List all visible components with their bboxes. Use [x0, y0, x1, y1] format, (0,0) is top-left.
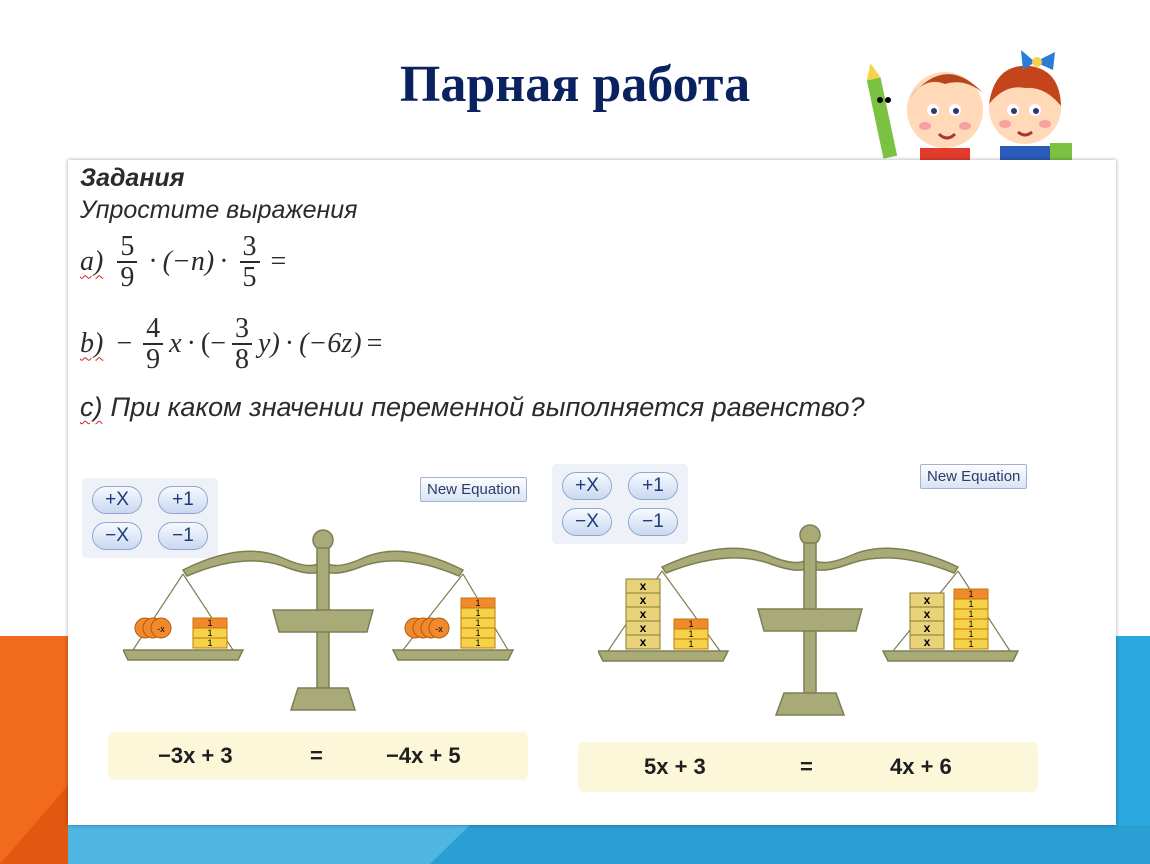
svg-text:1: 1	[475, 628, 481, 638]
equation-left: −3x + 3	[158, 743, 233, 768]
x-box-stack-right	[910, 593, 944, 649]
svg-text:1: 1	[207, 618, 213, 628]
svg-text:1: 1	[475, 598, 481, 608]
fraction: $\frac{3}{8}$	[232, 314, 252, 375]
fraction: $\frac{4}{9}$	[143, 314, 163, 375]
unit-stack-left	[193, 618, 227, 648]
svg-text:1: 1	[968, 629, 974, 639]
svg-text:1: 1	[688, 619, 694, 629]
svg-text:x: x	[639, 635, 647, 649]
svg-text:x: x	[923, 635, 931, 649]
svg-text:x: x	[923, 621, 931, 635]
task-item-b: b) − $\frac{4}{9}$ x · (− $\frac{3}{8}$ y) · (−6z) =	[80, 313, 383, 376]
x-box-stack-left	[626, 579, 660, 649]
equation-left: 5x + 3	[644, 754, 706, 779]
plus-x-button[interactable]: +X	[562, 472, 612, 500]
item-c-label: c)	[80, 392, 103, 422]
equation-equals: =	[310, 743, 323, 768]
balance-scale-1	[123, 520, 523, 725]
svg-text:1: 1	[968, 619, 974, 629]
svg-text:1: 1	[475, 608, 481, 618]
svg-text:1: 1	[968, 609, 974, 619]
minus-x-button[interactable]: −X	[92, 522, 142, 550]
svg-text:x: x	[923, 593, 931, 607]
equation-bar-1	[108, 732, 528, 780]
svg-text:1: 1	[968, 589, 974, 599]
svg-text:1: 1	[688, 639, 694, 649]
svg-text:x: x	[639, 593, 647, 607]
svg-text:1: 1	[968, 639, 974, 649]
balance-scale-2	[598, 515, 1023, 730]
svg-text:x: x	[639, 621, 647, 635]
equation-bar-2	[578, 742, 1038, 792]
svg-text:x: x	[639, 579, 647, 593]
task-item-a: a) $\frac{5}{9}$ · (−n) · $\frac{3}{5}$ =	[80, 231, 287, 294]
minus-x-button[interactable]: −X	[562, 508, 612, 536]
task-item-c	[80, 392, 865, 423]
plus-one-button[interactable]: +1	[628, 472, 678, 500]
new-equation-button[interactable]: New Equation	[420, 477, 527, 502]
new-equation-button[interactable]: New Equation	[920, 464, 1027, 489]
svg-text:1: 1	[475, 638, 481, 648]
item-b-label: b)	[80, 328, 104, 360]
minus-one-button[interactable]: −1	[158, 522, 208, 550]
svg-text:1: 1	[207, 628, 213, 638]
fraction: $\frac{5}{9}$	[117, 232, 137, 293]
tasks-instruction: Упростите выражения	[80, 196, 358, 224]
item-c-text: При каком значении переменной выполняется равенство?	[110, 392, 865, 422]
svg-text:x: x	[639, 607, 647, 621]
svg-text:-x: -x	[435, 624, 443, 634]
item-a-label: a)	[80, 246, 104, 278]
equation-right: 4x + 6	[890, 754, 952, 779]
svg-text:1: 1	[968, 599, 974, 609]
unit-stack-left	[674, 619, 708, 649]
svg-text:1: 1	[475, 618, 481, 628]
equation-right: −4x + 5	[386, 743, 461, 768]
plus-one-button[interactable]: +1	[158, 486, 208, 514]
slide-title: Парная работа	[399, 56, 751, 113]
svg-text:-x: -x	[157, 624, 165, 634]
fraction: $\frac{3}{5}$	[240, 232, 260, 293]
svg-text:1: 1	[207, 638, 213, 648]
unit-stack-right	[954, 589, 988, 649]
unit-stack-right	[461, 598, 495, 648]
kids-illustration	[855, 48, 1075, 163]
item-a-middle: (−n)	[162, 246, 215, 278]
task-panel	[68, 160, 1116, 825]
equation-equals: =	[800, 754, 813, 779]
svg-text:x: x	[923, 607, 931, 621]
tasks-heading: Задания	[80, 164, 185, 192]
plus-x-button[interactable]: +X	[92, 486, 142, 514]
x-tokens-right	[405, 618, 449, 638]
svg-text:1: 1	[688, 629, 694, 639]
minus-one-button[interactable]: −1	[628, 508, 678, 536]
x-tokens-left	[135, 618, 171, 638]
